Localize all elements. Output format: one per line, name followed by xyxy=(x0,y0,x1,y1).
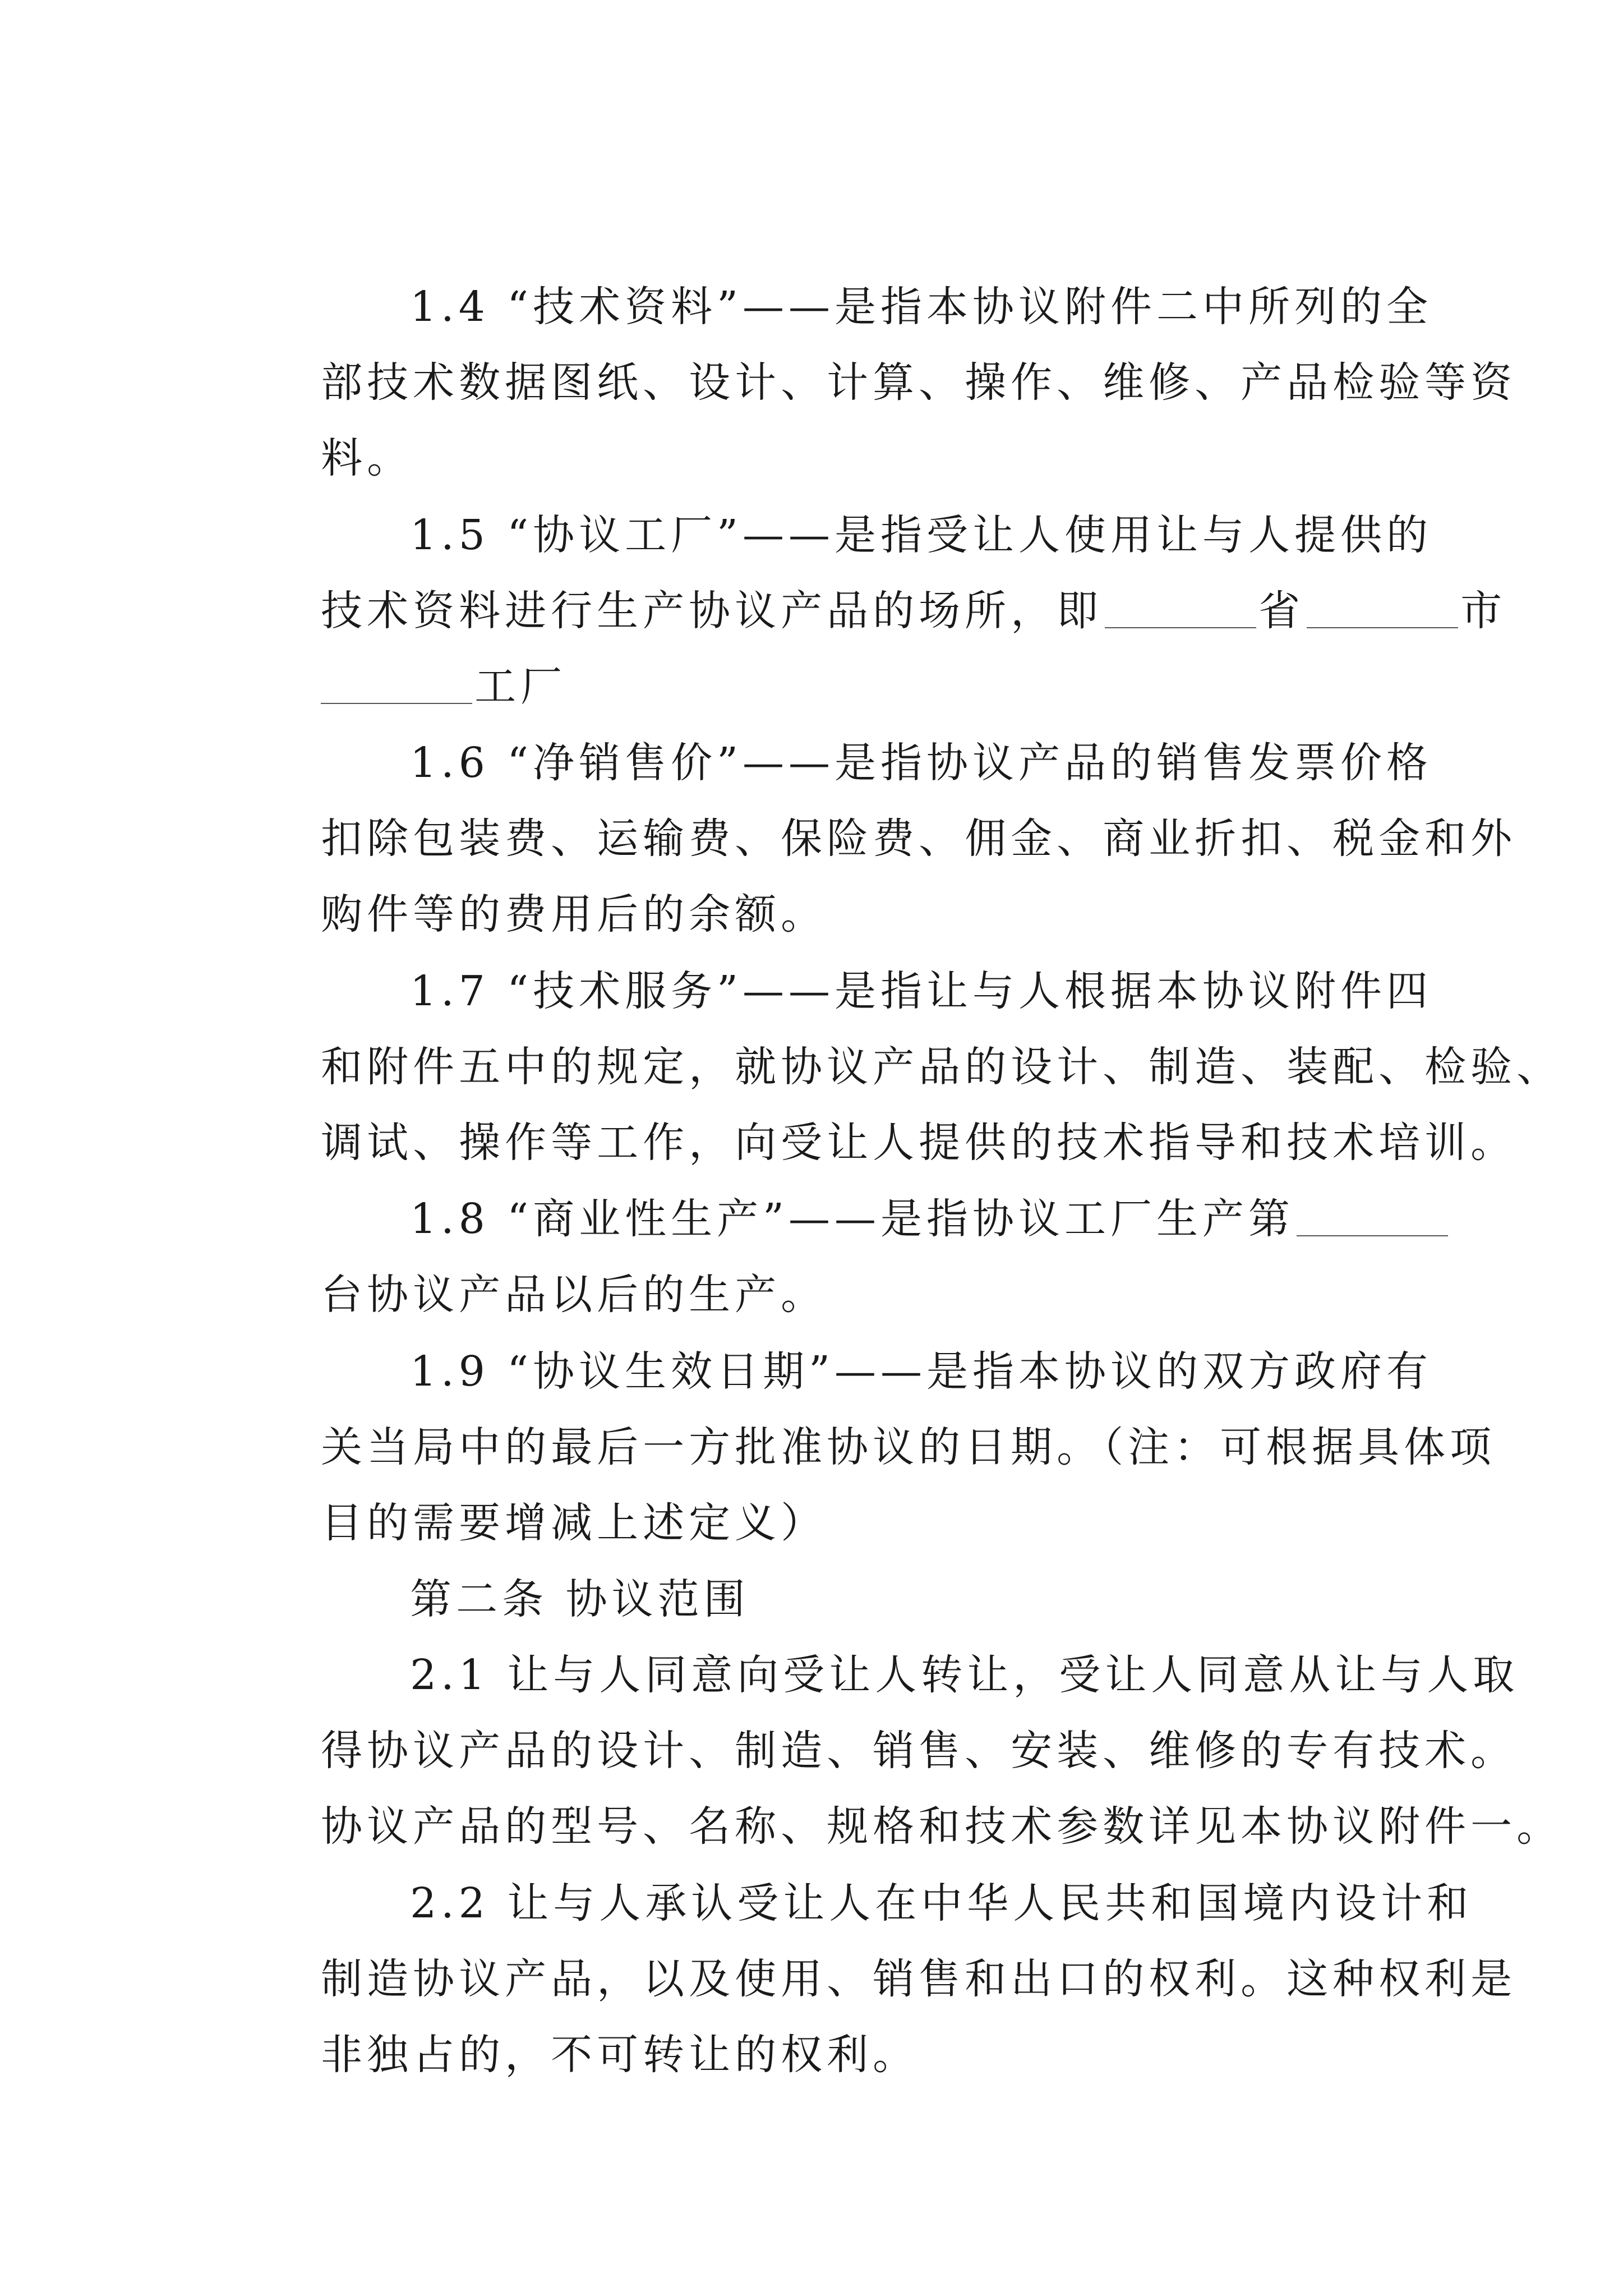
line-text: 得协议产品的设计、制造、销售、安装、维修的专有技术。 xyxy=(321,1727,1517,1775)
line-text: 关当局中的最后一方批准协议的日期。（注：可根据具体项 xyxy=(321,1423,1496,1471)
text-line xyxy=(339,443,1432,559)
fill-blank-province[interactable] xyxy=(1105,586,1256,628)
text-line xyxy=(250,1202,827,1319)
line-text: 1.6 “净销售价”——是指协议产品的销售发票价格 xyxy=(410,739,1432,787)
line-text: 技术资料进行生产协议产品的场所，即 xyxy=(321,587,1103,635)
line-text: 1.7 “技术服务”——是指让与人根据本协议附件四 xyxy=(410,967,1432,1015)
line-text: 工厂 xyxy=(474,662,567,711)
text-line xyxy=(250,822,827,938)
line-text: 1.8 “商业性生产”——是指协议工厂生产第 xyxy=(410,1195,1294,1243)
line-text: 省 xyxy=(1258,587,1305,635)
text-line xyxy=(250,1887,1517,2003)
text-line xyxy=(339,214,1432,331)
text-line xyxy=(339,1582,1519,1699)
text-line xyxy=(250,518,1507,635)
text-line xyxy=(339,1811,1473,1927)
text-line xyxy=(250,1430,827,1547)
text-line xyxy=(250,594,567,711)
line-text: 目的需要增减上述定义） xyxy=(321,1499,827,1547)
text-line xyxy=(250,1050,1517,1167)
fill-blank-unit-count[interactable] xyxy=(1297,1194,1448,1236)
text-line xyxy=(339,670,1432,787)
section-heading xyxy=(339,1507,750,1623)
line-text: 2.2 让与人承认受让人在中华人民共和国境内设计和 xyxy=(410,1879,1473,1927)
line-text: 台协议产品以后的生产。 xyxy=(321,1271,827,1319)
text-line xyxy=(250,746,1517,863)
line-text: 第二条 协议范围 xyxy=(410,1575,750,1623)
fill-blank-city[interactable] xyxy=(1307,586,1458,628)
line-text: 扣除包装费、运输费、保险费、佣金、商业折扣、税金和外 xyxy=(321,815,1517,863)
line-text: 非独占的，不可转让的权利。 xyxy=(321,2031,919,2079)
text-line xyxy=(339,1126,1450,1243)
text-line xyxy=(250,1658,1517,1775)
line-text: 料。 xyxy=(321,434,413,482)
line-text: 1.4 “技术资料”——是指本协议附件二中所列的全 xyxy=(410,283,1432,331)
line-text: 2.1 让与人同意向受让人转让，受让人同意从让与人取 xyxy=(410,1651,1519,1699)
text-line xyxy=(250,366,413,482)
line-text: 制造协议产品，以及使用、销售和出口的权利。这种权利是 xyxy=(321,1955,1517,2003)
line-text: 1.5 “协议工厂”——是指受让人使用让与人提供的 xyxy=(410,511,1432,559)
line-text: 购件等的费用后的余额。 xyxy=(321,890,827,938)
text-line xyxy=(250,290,1517,407)
line-text: 市 xyxy=(1460,587,1507,635)
text-line xyxy=(250,1355,1496,1471)
text-line xyxy=(250,1962,919,2079)
text-line xyxy=(339,899,1432,1015)
line-text: 1.9 “协议生效日期”——是指本协议的双方政府有 xyxy=(410,1347,1432,1396)
text-line xyxy=(339,1279,1432,1396)
line-text: 部技术数据图纸、设计、计算、操作、维修、产品检验等资 xyxy=(321,358,1517,407)
line-text: 和附件五中的规定，就协议产品的设计、制造、装配、检验、 xyxy=(321,1043,1563,1091)
line-text: 协议产品的型号、名称、规格和技术参数详见本协议附件一。 xyxy=(321,1802,1563,1851)
line-text: 调试、操作等工作，向受让人提供的技术指导和技术培训。 xyxy=(321,1119,1517,1167)
text-line xyxy=(250,1734,1563,1851)
text-line xyxy=(250,974,1563,1091)
